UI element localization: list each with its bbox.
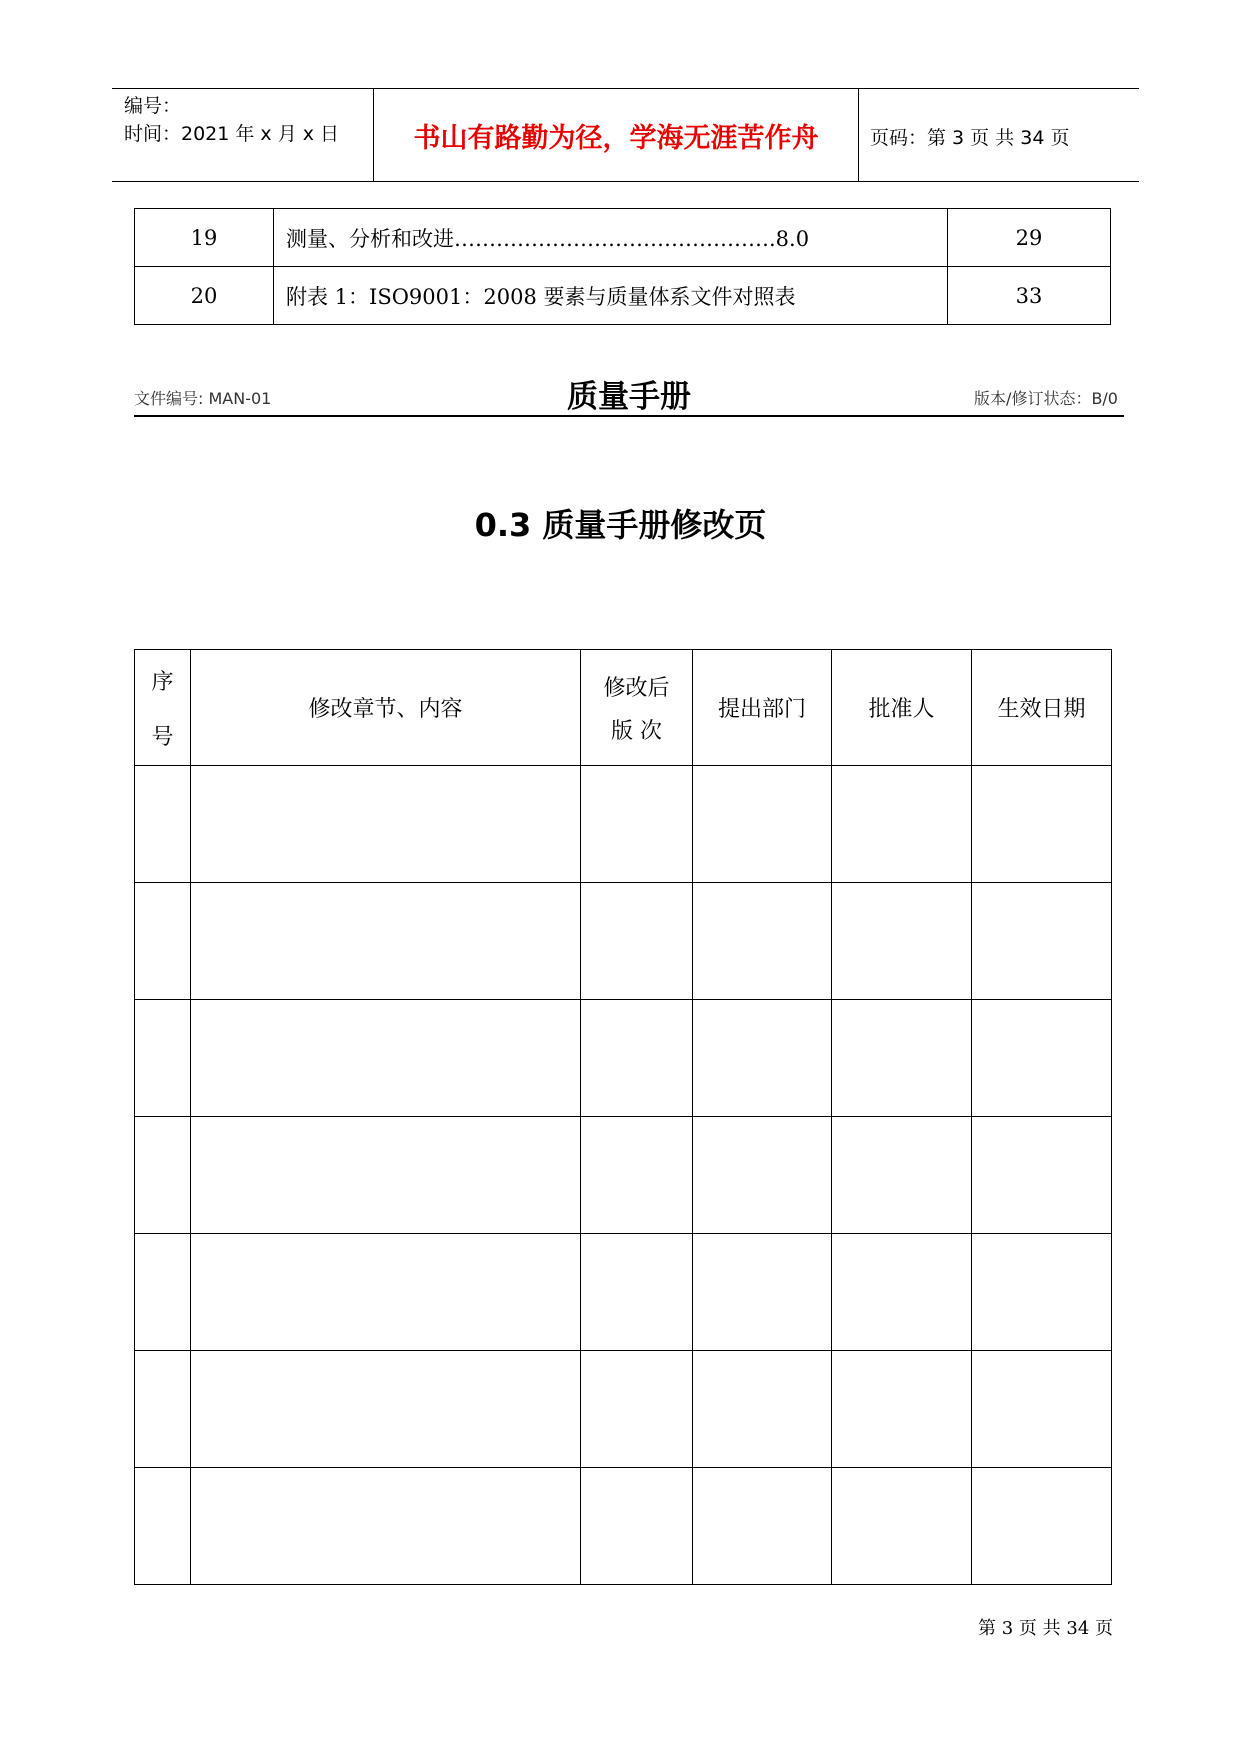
table-row bbox=[135, 267, 1111, 325]
table-cell bbox=[581, 1468, 693, 1585]
table-row bbox=[135, 766, 1112, 883]
table-cell bbox=[693, 766, 832, 883]
table-cell bbox=[972, 1234, 1112, 1351]
table-cell bbox=[693, 1000, 832, 1117]
table-row bbox=[135, 209, 1111, 267]
column-header-dept: 提出部门 bbox=[693, 650, 832, 766]
table-cell bbox=[693, 1468, 832, 1585]
number-label: 编号： bbox=[124, 95, 182, 117]
page-footer: 第 3 页 共 34 页 bbox=[978, 1618, 1113, 1639]
table-cell bbox=[832, 1468, 972, 1585]
table-header-row bbox=[135, 650, 1112, 766]
column-header-text: 版 次 bbox=[611, 718, 662, 744]
toc-page: 29 bbox=[948, 209, 1111, 267]
column-header-text: 修改后 bbox=[603, 675, 670, 701]
table-row bbox=[135, 1117, 1112, 1234]
column-header-text: 号 bbox=[151, 724, 174, 750]
page-info: 页码：第 3 页 共 34 页 bbox=[870, 127, 1070, 149]
toc-number: 20 bbox=[135, 267, 274, 325]
table-cell bbox=[832, 883, 972, 1000]
manual-header bbox=[134, 375, 1124, 417]
toc-title: 测量、分析和改进……………………………………….8.0 bbox=[274, 209, 948, 267]
toc-page: 33 bbox=[948, 267, 1111, 325]
table-cell bbox=[191, 1234, 581, 1351]
table-cell bbox=[832, 1234, 972, 1351]
table-cell bbox=[581, 883, 693, 1000]
table-cell bbox=[135, 1117, 191, 1234]
table-cell bbox=[135, 1234, 191, 1351]
toc-table bbox=[134, 208, 1111, 325]
table-cell bbox=[191, 883, 581, 1000]
manual-title: 质量手册 bbox=[567, 379, 691, 415]
column-header-text: 序 bbox=[151, 669, 174, 695]
table-cell bbox=[191, 1351, 581, 1468]
table-cell bbox=[135, 1468, 191, 1585]
toc-title: 附表 1：ISO9001：2008 要素与质量体系文件对照表 bbox=[274, 267, 948, 325]
column-header-date: 生效日期 bbox=[972, 650, 1112, 766]
table-row bbox=[135, 1234, 1112, 1351]
table-cell bbox=[191, 1000, 581, 1117]
table-cell bbox=[191, 766, 581, 883]
table-row bbox=[135, 1468, 1112, 1585]
table-cell bbox=[135, 883, 191, 1000]
table-cell bbox=[693, 1117, 832, 1234]
table-row bbox=[135, 1000, 1112, 1117]
column-header-seq bbox=[135, 650, 191, 766]
version-status: 版本/修订状态：B/0 bbox=[974, 389, 1118, 408]
table-row bbox=[135, 883, 1112, 1000]
revision-table bbox=[134, 649, 1112, 1585]
time-label: 时间：2021 年 x 月 x 日 bbox=[124, 123, 340, 145]
motto-text: 书山有路勤为径，学海无涯苦作舟 bbox=[413, 122, 819, 154]
doc-number: 文件编号: MAN-01 bbox=[134, 389, 272, 408]
table-cell bbox=[972, 1351, 1112, 1468]
table-cell bbox=[581, 1000, 693, 1117]
table-cell bbox=[972, 1117, 1112, 1234]
table-cell bbox=[972, 766, 1112, 883]
table-cell bbox=[972, 1000, 1112, 1117]
toc-number: 19 bbox=[135, 209, 274, 267]
column-header-content: 修改章节、内容 bbox=[191, 650, 581, 766]
table-cell bbox=[693, 883, 832, 1000]
table-cell bbox=[832, 1351, 972, 1468]
table-cell bbox=[693, 1351, 832, 1468]
column-header-approver: 批准人 bbox=[832, 650, 972, 766]
column-header-version bbox=[581, 650, 693, 766]
document-header bbox=[112, 88, 1139, 182]
table-cell bbox=[693, 1234, 832, 1351]
table-cell bbox=[581, 1117, 693, 1234]
table-cell bbox=[191, 1468, 581, 1585]
header-divider bbox=[858, 89, 859, 181]
section-title: 0.3 质量手册修改页 bbox=[474, 506, 767, 544]
table-cell bbox=[581, 1351, 693, 1468]
table-cell bbox=[135, 1351, 191, 1468]
table-cell bbox=[972, 1468, 1112, 1585]
table-cell bbox=[832, 766, 972, 883]
table-cell bbox=[135, 1000, 191, 1117]
table-cell bbox=[581, 1234, 693, 1351]
table-cell bbox=[191, 1117, 581, 1234]
table-row bbox=[135, 1351, 1112, 1468]
table-cell bbox=[972, 883, 1112, 1000]
table-cell bbox=[832, 1117, 972, 1234]
table-cell bbox=[581, 766, 693, 883]
table-cell bbox=[135, 766, 191, 883]
table-cell bbox=[832, 1000, 972, 1117]
